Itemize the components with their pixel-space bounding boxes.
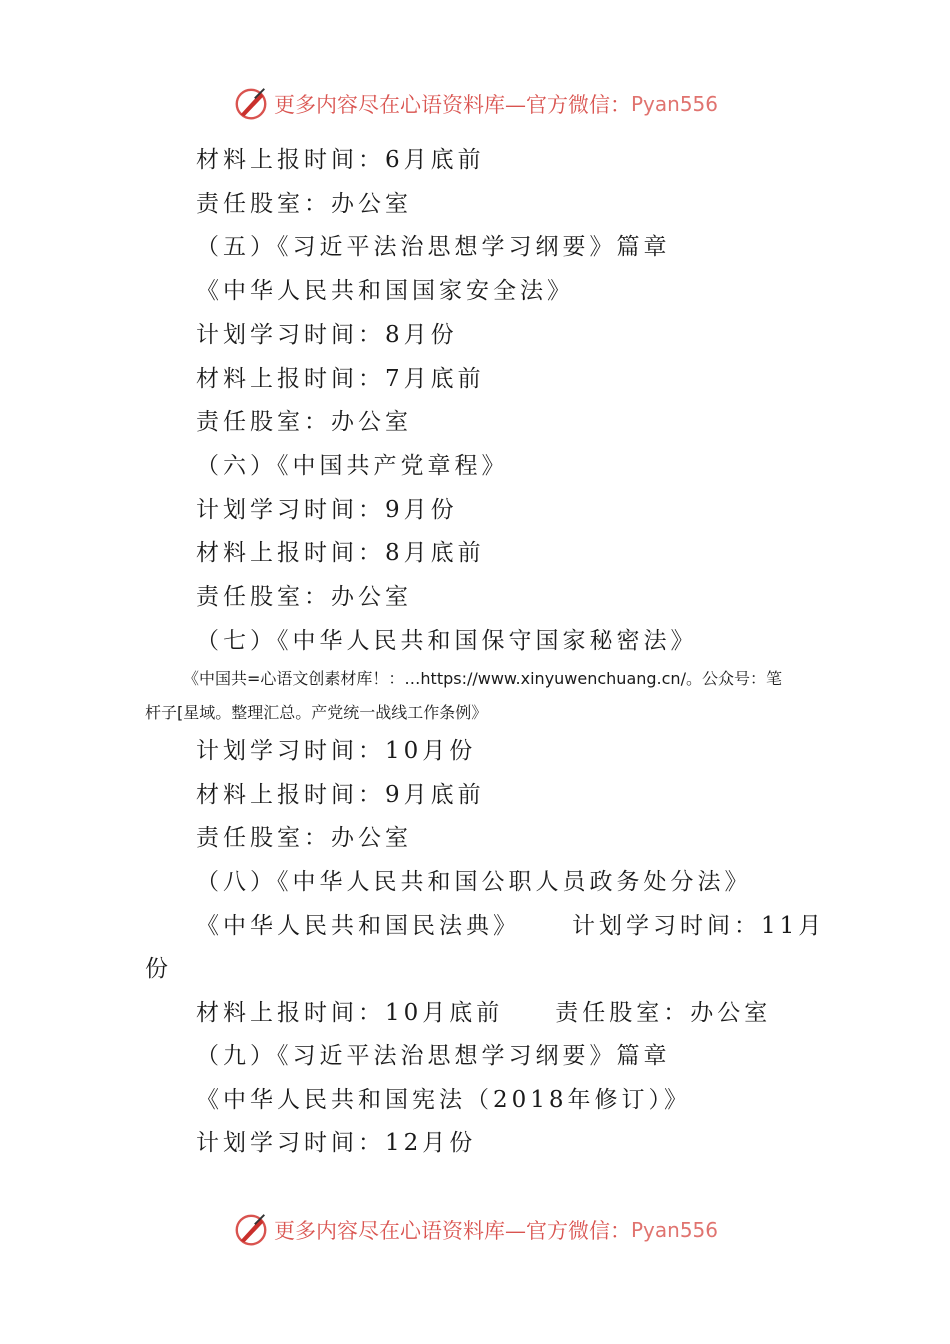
section-heading: （七）《中华人民共和国保守国家秘密法》 [196,628,698,654]
banner-wechat-id: Pyan556 [630,1218,718,1242]
inserted-notice-line: 《中国共=心语文创素材库！：…https://www.xinyuwenchuang.cn/。公众号：笔 [183,669,782,688]
text-line: 材料上报时间：8月底前 [196,540,485,566]
text-line: 责任股室：办公室 [196,409,412,435]
section-heading: （六）《中国共产党章程》 [196,453,509,479]
text-line: 责任股室：办公室 [196,584,412,610]
text-line: 《中华人民共和国国家安全法》 [196,278,574,304]
section-heading: （五）《习近平法治思想学习纲要》篇章 [196,234,671,260]
text-line [196,911,825,941]
text-line: 计划学习时间：10月份 [196,738,477,764]
text-line: 材料上报时间：7月底前 [196,366,485,392]
text-line: 计划学习时间：9月份 [196,497,458,523]
text-line: 计划学习时间：8月份 [196,322,458,348]
text-line-wrap: 份 [145,956,172,982]
quill-logo-icon [232,1211,270,1249]
text-line: 责任股室：办公室 [196,191,412,217]
banner-text: 更多内容尽在心语资料库—官方微信： [273,93,631,117]
report-time: 材料上报时间：10月底前 [196,1000,504,1026]
text-line: 责任股室：办公室 [196,825,412,851]
study-time: 计划学习时间：11月 [572,913,826,939]
banner-wechat-id: Pyan556 [630,92,718,116]
text-line: 材料上报时间：6月底前 [196,147,485,173]
section-heading: （九）《习近平法治思想学习纲要》篇章 [196,1043,671,1069]
banner-text: 更多内容尽在心语资料库—官方微信： [273,1219,631,1243]
section-heading: （八）《中华人民共和国公职人员政务处分法》 [196,869,752,895]
law-title: 《中华人民共和国民法典》 [196,913,520,939]
text-line [196,998,771,1028]
text-line: 计划学习时间：12月份 [196,1130,477,1156]
quill-logo-icon [232,85,270,123]
text-line: 《中华人民共和国宪法（2018年修订）》 [196,1087,692,1113]
header-watermark-banner [0,84,950,124]
inserted-notice-line: 杆子[星域。整理汇总。产党统一战线工作条例》 [145,703,488,722]
responsible-office: 责任股室：办公室 [555,1000,772,1026]
text-line: 材料上报时间：9月底前 [196,782,485,808]
footer-watermark-banner [0,1210,950,1250]
